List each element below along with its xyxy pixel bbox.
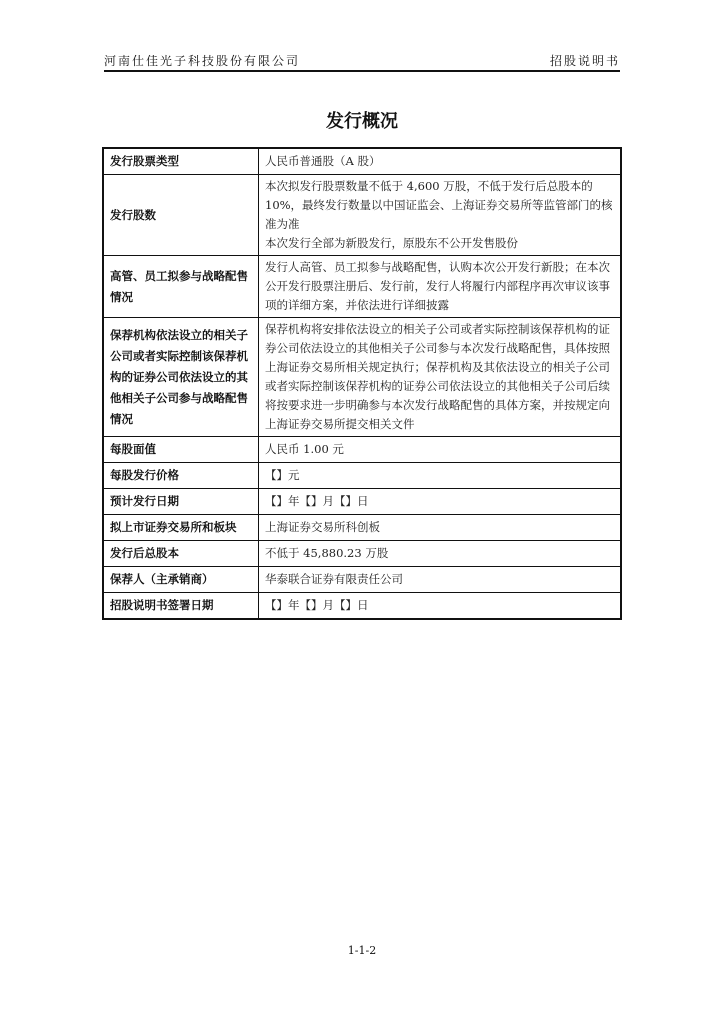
company-name: 河南仕佳光子科技股份有限公司 — [104, 54, 301, 68]
table-row — [103, 437, 621, 463]
row-value: 不低于 45,880.23 万股 — [259, 541, 622, 567]
table-row — [103, 463, 621, 489]
row-value: 人民币 1.00 元 — [259, 437, 622, 463]
table-row — [103, 567, 621, 593]
document-type: 招股说明书 — [549, 54, 620, 68]
table-row — [103, 593, 621, 620]
table-row — [103, 541, 621, 567]
page-title: 发行概况 — [326, 111, 398, 132]
table-row — [103, 515, 621, 541]
row-label: 保荐人（主承销商） — [103, 567, 259, 593]
table-row — [103, 175, 621, 256]
offering-overview-table — [102, 147, 622, 620]
table-row — [103, 318, 621, 437]
table-row — [103, 256, 621, 318]
table-row — [103, 148, 621, 175]
row-label: 每股发行价格 — [103, 463, 259, 489]
row-label: 拟上市证券交易所和板块 — [103, 515, 259, 541]
page-number: 1-1-2 — [347, 944, 377, 957]
row-value: 本次拟发行股票数量不低于 4,600 万股，不低于发行后总股本的 10%，最终发行数量以中国证监会、上海证券交易所等监管部门的核准为准 本次发行全部为新股发行，原股东不公开发售股份 — [259, 175, 622, 256]
row-value: 保荐机构将安排依法设立的相关子公司或者实际控制该保荐机构的证券公司依法设立的其他相关子公司参与本次发行战略配售，具体按照上海证券交易所相关规定执行；保荐机构及其依法设立的相关子公司或者实际控制该保荐机构的证券公司依法设立的其他相关子公司后续将按要求进一步明确参与本次发行战略配售的具体方案，并按规定向上海证券交易所提交相关文件 — [259, 318, 622, 437]
table-row — [103, 489, 621, 515]
row-value: 华泰联合证券有限责任公司 — [259, 567, 622, 593]
row-label: 招股说明书签署日期 — [103, 593, 259, 620]
row-label: 保荐机构依法设立的相关子公司或者实际控制该保荐机构的证券公司依法设立的其他相关子公司参与战略配售情况 — [103, 318, 259, 437]
row-value: 人民币普通股（A 股） — [259, 148, 622, 175]
row-value: 【】年【】月【】日 — [259, 593, 622, 620]
row-label: 发行后总股本 — [103, 541, 259, 567]
row-value: 上海证券交易所科创板 — [259, 515, 622, 541]
page-header — [104, 50, 620, 70]
row-value: 【】年【】月【】日 — [259, 489, 622, 515]
row-label: 每股面值 — [103, 437, 259, 463]
row-label: 发行股数 — [103, 175, 259, 256]
header-divider — [104, 70, 620, 72]
row-label: 预计发行日期 — [103, 489, 259, 515]
row-value: 【】元 — [259, 463, 622, 489]
row-value: 发行人高管、员工拟参与战略配售，认购本次公开发行新股；在本次公开发行股票注册后、发行前，发行人将履行内部程序再次审议该事项的详细方案，并依法进行详细披露 — [259, 256, 622, 318]
row-label: 发行股票类型 — [103, 148, 259, 175]
row-label: 高管、员工拟参与战略配售情况 — [103, 256, 259, 318]
